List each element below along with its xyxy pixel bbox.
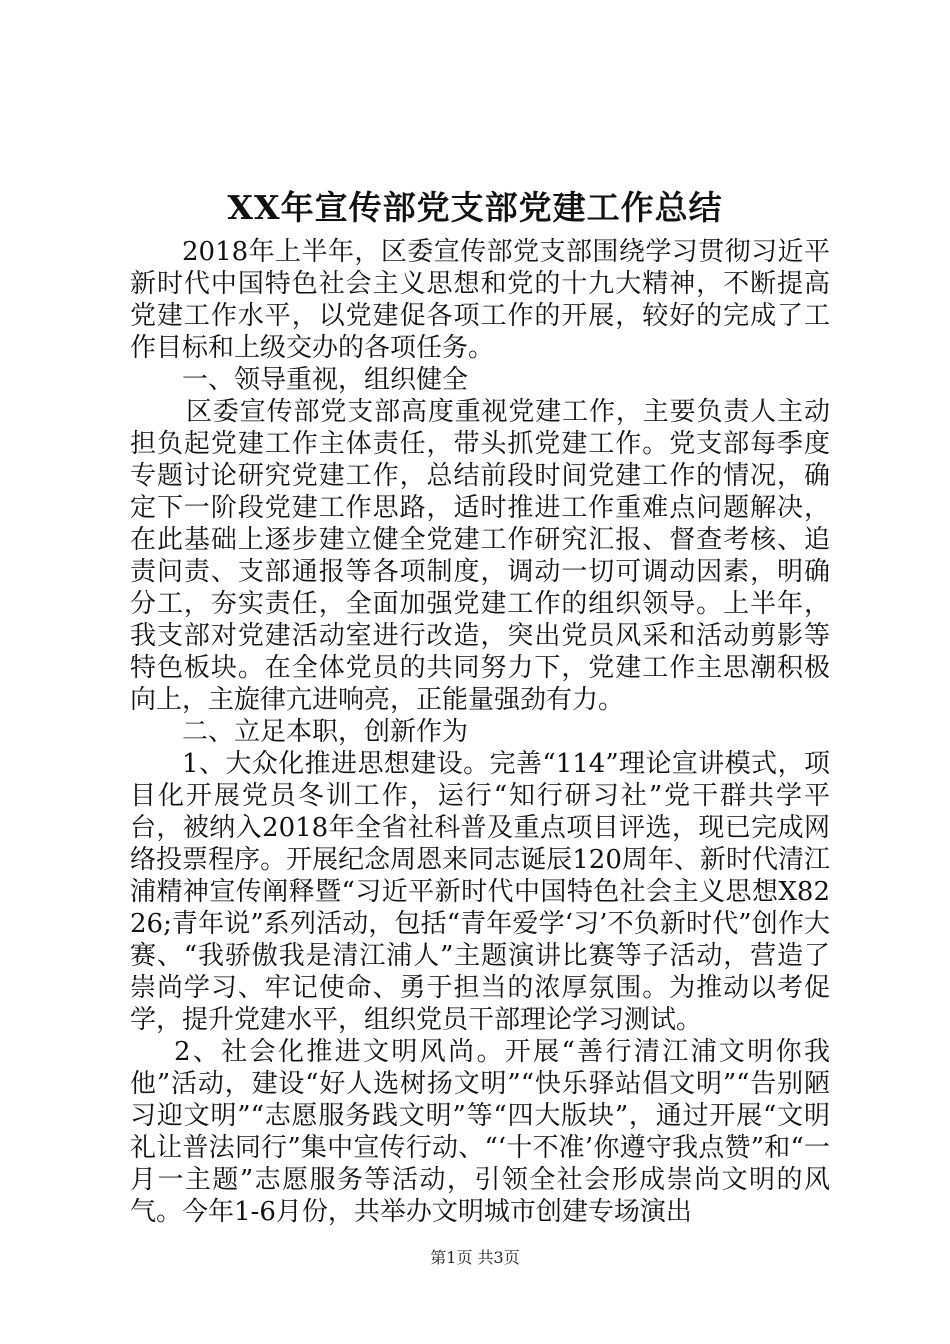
section-heading-1: 一、领导重视，组织健全: [182, 365, 469, 395]
document-body: [130, 236, 830, 1228]
paragraph-intro: 2018年上半年，区委宣传部党支部围绕学习贯彻习近平新时代中国特色社会主义思想和党的十九大精神，不断提高党建工作水平，以党建促各项工作的开展，较好的完成了工作目标和上级交办的各项任务。: [130, 237, 830, 363]
section-heading-2: 二、立足本职，创新作为: [182, 717, 469, 747]
page-footer: 第1页 共3页: [430, 1248, 520, 1267]
paragraph-section-1: 区委宣传部党支部高度重视党建工作，主要负责人主动担负起党建工作主体责任，带头抓党建工作。党支部每季度专题讨论研究党建工作，总结前段时间党建工作的情况，确定下一阶段党建工作思路，适时推进工作重难点问题解决，在此基础上逐步建立健全党建工作研究汇报、督查考核、追责问责、支部通报等各项制度，调动一切可调动因素，明确分工，夯实责任，全面加强党建工作的组织领导。上半年，我支部对党建活动室进行改造，突出党员风采和活动剪影等特色板块。在全体党员的共同努力下，党建工作主思潮积极向上，主旋律亢进响亮，正能量强劲有力。: [130, 397, 830, 715]
document-title: XX年宣传部党支部党建工作总结: [227, 188, 723, 227]
paragraph-item-1: 1、大众化推进思想建设。完善“114”理论宣讲模式，项目化开展党员冬训工作，运行“知行研习社”党干群共学平台，被纳入2018年全省社科普及重点项目评选，现已完成网络投票程序。开展纪念周恩来同志诞辰120周年、新时代清江浦精神宣传阐释暨“习近平新时代中国特色社会主义思想X8226;青年说”系列活动，包括“青年爱学‘习’不负新时代”创作大赛、“我骄傲我是清江浦人”主题演讲比赛等子活动，营造了崇尚学习、牢记使命、勇于担当的浓厚氛围。为推动以考促学，提升党建水平，组织党员干部理论学习测试。: [130, 749, 830, 1035]
paragraph-item-2: 2、社会化推进文明风尚。开展“善行清江浦文明你我他”活动，建设“好人选树扬文明”“快乐驿站倡文明”“告别陋习迎文明”“志愿服务践文明”等“四大版块”，通过开展“文明礼让普法同行”集中宣传行动、“‘十不准’你遵守我点赞”和“一月一主题”志愿服务等活动，引领全社会形成崇尚文明的风气。今年1-6月份，共举办文明城市创建专场演出: [130, 1037, 830, 1227]
